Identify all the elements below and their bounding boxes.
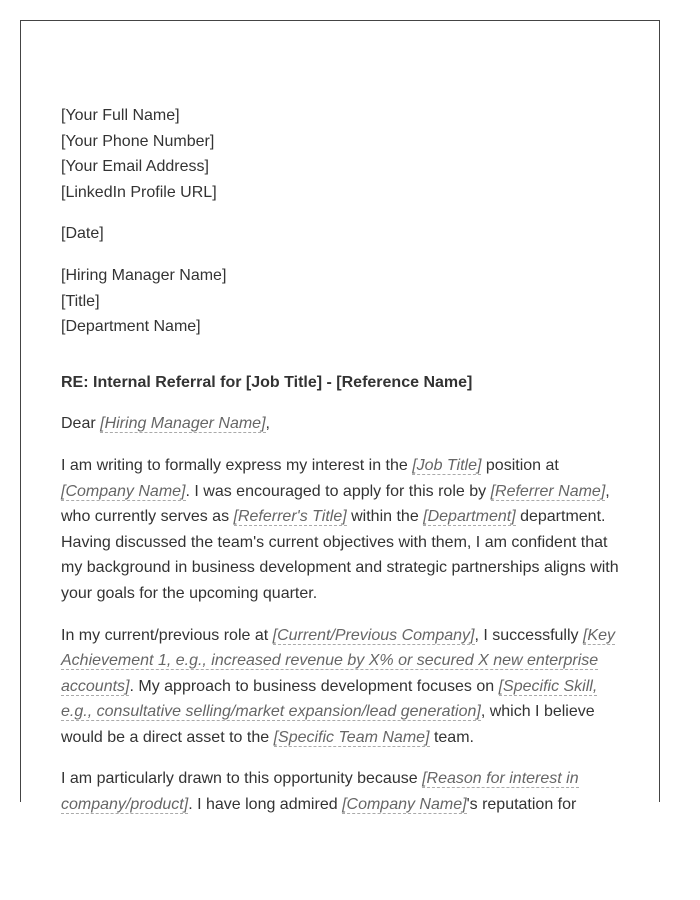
placeholder-referrer-name: [Referrer Name] [490, 482, 606, 500]
sender-phone: [Your Phone Number] [61, 132, 215, 150]
letter-page [20, 20, 660, 814]
sender-email: [Your Email Address] [61, 158, 209, 176]
p2-text-1: In my current/previous role at [61, 626, 273, 644]
paragraph-motivation [61, 766, 631, 817]
placeholder-company-name: [Company Name] [61, 482, 186, 500]
salutation [61, 411, 631, 437]
recipient-title: [Title] [61, 292, 100, 310]
recipient-department: [Department Name] [61, 318, 201, 336]
paragraph-intro [61, 453, 631, 607]
subject-line: RE: Internal Referral for [Job Title] - [Reference Name] [61, 373, 473, 391]
salutation-suffix: , [265, 415, 270, 433]
letter-content [61, 103, 631, 834]
p1-text-4: , who currently serves as [61, 482, 610, 526]
p2-text-4: , which I believe would be a direct asset to the [61, 703, 595, 746]
placeholder-team-name: [Specific Team Name] [273, 728, 430, 746]
date-block [61, 221, 631, 247]
recipient-block [61, 263, 631, 340]
letter-date: [Date] [61, 225, 104, 243]
placeholder-job-title: [Job Title] [412, 456, 482, 474]
p1-text-1: I am writing to formally express my interest in the [61, 456, 413, 474]
p1-text-2: position at [481, 456, 559, 474]
paragraph-experience [61, 623, 631, 751]
p1-text-6: department. Having discussed the team's current objectives with them, I am confident that my background in business development and strategic partnerships aligns with your goals for the upcoming quarter. [61, 508, 619, 602]
p3-text-3: 's reputation for [466, 796, 577, 814]
salutation-prefix: Dear [61, 415, 101, 433]
placeholder-company-name-2: [Company Name] [342, 796, 467, 814]
placeholder-specific-skill: [Specific Skill, e.g., consultative selling/market expansion/lead generation] [61, 677, 598, 721]
p1-text-5: within the [346, 508, 424, 526]
placeholder-referrer-title: [Referrer's Title] [233, 508, 347, 526]
p2-text-2: , I successfully [474, 626, 583, 644]
p1-text-3: . I was encouraged to apply for this role by [185, 482, 491, 500]
p2-text-3: . My approach to business development focuses on [129, 677, 499, 695]
p3-text-1: I am particularly drawn to this opportunity because [61, 770, 423, 788]
sender-linkedin: [LinkedIn Profile URL] [61, 183, 217, 201]
placeholder-key-achievement: [Key Achievement 1, e.g., increased revenue by X% or secured X new enterprise accounts] [61, 626, 615, 695]
p2-text-5: team. [429, 728, 474, 746]
placeholder-reason: [Reason for interest in company/product] [61, 770, 579, 814]
placeholder-current-company: [Current/Previous Company] [272, 626, 475, 644]
placeholder-hiring-manager: [Hiring Manager Name] [100, 415, 266, 433]
p3-text-2: . I have long admired [188, 796, 343, 814]
placeholder-department: [Department] [423, 508, 516, 526]
sender-full-name: [Your Full Name] [61, 107, 180, 124]
sender-block [61, 103, 631, 205]
recipient-name: [Hiring Manager Name] [61, 266, 227, 284]
